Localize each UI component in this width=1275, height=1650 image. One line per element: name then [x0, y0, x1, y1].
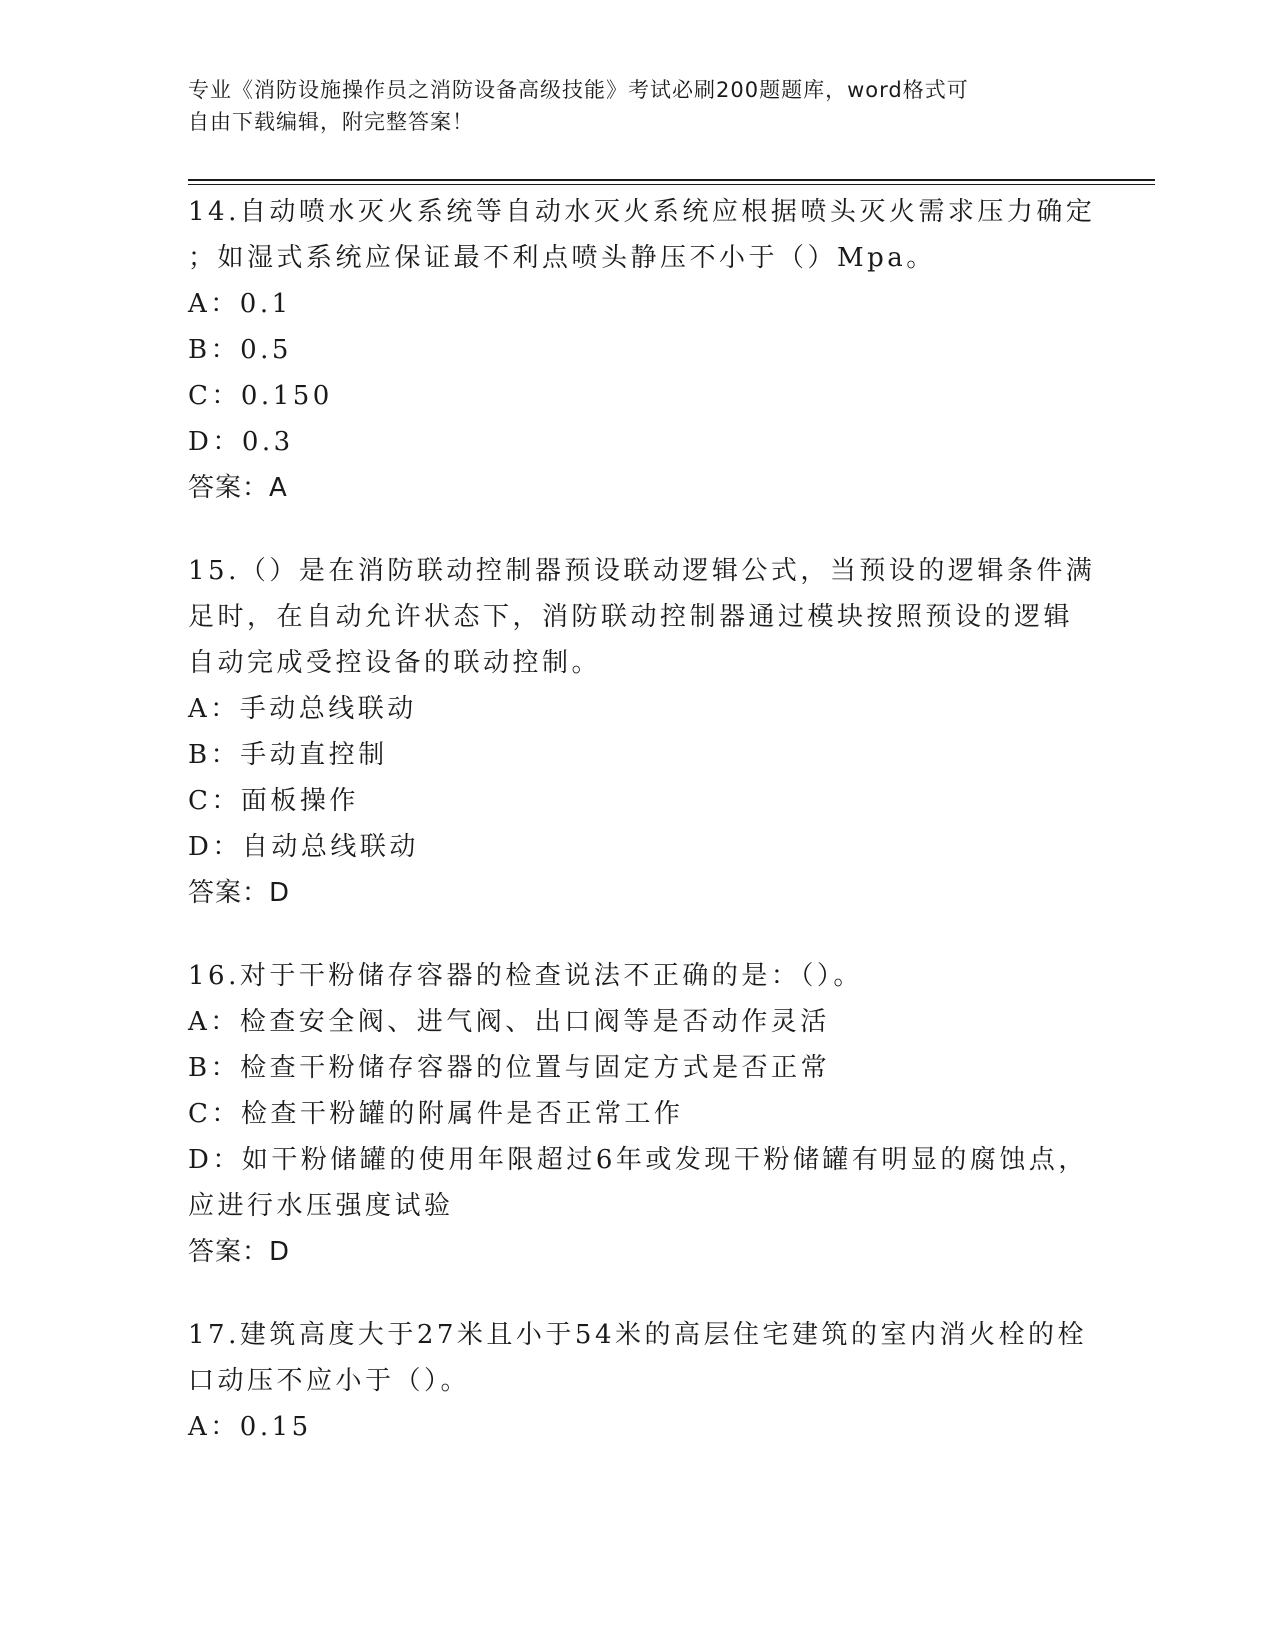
option-d: D：如干粉储罐的使用年限超过6年或发现干粉储罐有明显的腐蚀点， — [188, 1145, 1088, 1175]
question-stem: 14.自动喷水灭火系统等自动水灭火系统应根据喷头灭火需求压力确定 — [188, 197, 1096, 227]
option-c: C：检查干粉罐的附属件是否正常工作 — [188, 1099, 684, 1129]
option-d-continued: 应进行水压强度试验 — [188, 1191, 454, 1221]
header-divider-thick — [188, 179, 1155, 181]
option-a: A：检查安全阀、进气阀、出口阀等是否动作灵活 — [188, 1007, 830, 1037]
question-16 — [188, 953, 1088, 1275]
question-17 — [188, 1312, 1088, 1450]
option-a: A：0.1 — [188, 289, 292, 319]
question-list — [188, 189, 1096, 1487]
document-header — [188, 74, 1088, 138]
option-b: B：检查干粉储存容器的位置与固定方式是否正常 — [188, 1053, 831, 1083]
option-b: B：0.5 — [188, 335, 292, 365]
answer: 答案：D — [188, 878, 291, 908]
option-a: A：0.15 — [188, 1412, 312, 1442]
option-c: C：0.150 — [188, 381, 333, 411]
question-stem: 16.对于干粉储存容器的检查说法不正确的是：（）。 — [188, 961, 863, 991]
option-c: C：面板操作 — [188, 786, 359, 816]
question-stem: 自动完成受控设备的联动控制。 — [188, 648, 602, 678]
answer: 答案：D — [188, 1237, 291, 1267]
header-line-2: 自由下载编辑，附完整答案！ — [188, 110, 474, 134]
question-stem: ；如湿式系统应保证最不利点喷头静压不小于（）Mpa。 — [188, 243, 936, 273]
header-divider-thin — [188, 184, 1155, 185]
question-14 — [188, 189, 1096, 511]
answer: 答案：A — [188, 473, 288, 503]
option-b: B：手动直控制 — [188, 740, 388, 770]
question-stem: 足时，在自动允许状态下，消防联动控制器通过模块按照预设的逻辑 — [188, 602, 1074, 632]
option-a: A：手动总线联动 — [188, 694, 417, 724]
option-d: D：自动总线联动 — [188, 832, 419, 862]
question-stem: 口动压不应小于（）。 — [188, 1366, 471, 1396]
question-stem: 17.建筑高度大于27米且小于54米的高层住宅建筑的室内消火栓的栓 — [188, 1320, 1088, 1350]
header-line-1: 专业《消防设施操作员之消防设备高级技能》考试必刷200题题库，word格式可 — [188, 78, 969, 102]
question-15 — [188, 548, 1096, 916]
option-d: D：0.3 — [188, 427, 294, 457]
question-stem: 15.（）是在消防联动控制器预设联动逻辑公式，当预设的逻辑条件满 — [188, 556, 1096, 586]
